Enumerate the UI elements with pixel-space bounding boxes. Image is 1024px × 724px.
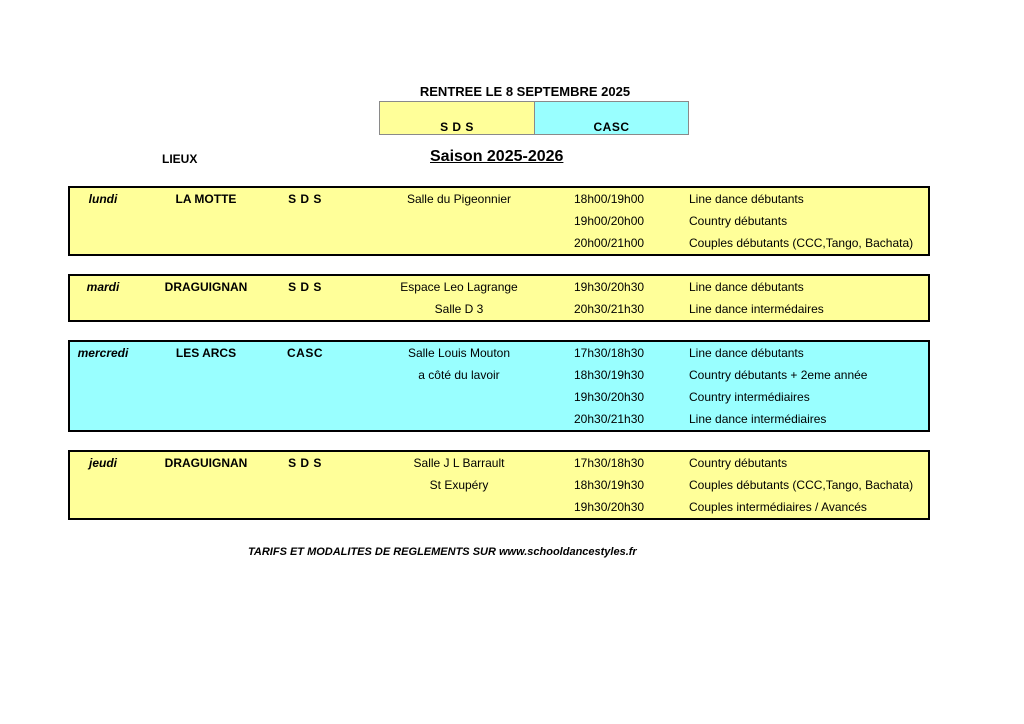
time-slot: 20h00/21h00: [574, 236, 645, 250]
course-name: Line dance débutants: [689, 192, 804, 206]
organization-legend: [379, 101, 689, 135]
legend-sds: S D S: [380, 102, 534, 134]
course-name: Couples débutants (CCC,Tango, Bachata): [689, 236, 914, 250]
lieux-label: LIEUX: [162, 152, 198, 166]
time-slot: 20h30/21h30: [574, 412, 645, 426]
course-name: Country débutants + 2eme année: [689, 368, 868, 382]
city-label: DRAGUIGNAN: [164, 456, 248, 470]
city-label: DRAGUIGNAN: [164, 280, 248, 294]
day-label: lundi: [88, 192, 118, 206]
place-label: St Exupéry: [429, 478, 489, 492]
course-name: Line dance débutants: [689, 280, 804, 294]
city-label: LES ARCS: [175, 346, 237, 360]
day-label: jeudi: [88, 456, 117, 470]
schedule-row: [70, 342, 928, 364]
course-name: Country intermédiaires: [689, 390, 810, 404]
place-label: Salle du Pigeonnier: [406, 192, 512, 206]
place-label: Salle D 3: [434, 302, 484, 316]
time-slot: 19h00/20h00: [574, 214, 645, 228]
time-slot: 18h30/19h30: [574, 368, 645, 382]
time-slot: 19h30/20h30: [574, 390, 645, 404]
org-label: S D S: [288, 280, 322, 294]
schedule-row: [70, 496, 928, 518]
schedule-row: [70, 276, 928, 298]
time-slot: 18h00/19h00: [574, 192, 645, 206]
schedule-row: [70, 386, 928, 408]
legend-casc: CASC: [534, 102, 688, 134]
schedule-row: [70, 364, 928, 386]
course-name: Country débutants: [689, 456, 788, 470]
schedule-row: [70, 452, 928, 474]
time-slot: 20h30/21h30: [574, 302, 645, 316]
rentree-heading: RENTREE LE 8 SEPTEMBRE 2025: [419, 84, 631, 99]
place-label: Salle J L Barrault: [413, 456, 505, 470]
org-label: CASC: [286, 346, 323, 360]
course-name: Couples intermédiaires / Avancés: [689, 500, 867, 514]
course-name: Line dance intermédiaires: [689, 412, 827, 426]
schedule-row: [70, 232, 928, 254]
day-label: mardi: [86, 280, 120, 294]
time-slot: 19h30/20h30: [574, 280, 645, 294]
course-name: Line dance débutants: [689, 346, 804, 360]
schedule-row: [70, 210, 928, 232]
schedule-block: [68, 186, 930, 256]
place-label: Espace Leo Lagrange: [400, 280, 518, 294]
org-label: S D S: [288, 456, 322, 470]
time-slot: 17h30/18h30: [574, 456, 645, 470]
city-label: LA MOTTE: [175, 192, 237, 206]
footer-note: TARIFS ET MODALITES DE REGLEMENTS SUR www.schooldancestyles.fr: [248, 546, 637, 558]
course-name: Couples débutants (CCC,Tango, Bachata): [689, 478, 914, 492]
schedule-row: [70, 298, 928, 320]
time-slot: 17h30/18h30: [574, 346, 645, 360]
time-slot: 19h30/20h30: [574, 500, 645, 514]
course-name: Line dance intermédaires: [689, 302, 824, 316]
day-label: mercredi: [77, 346, 129, 360]
schedule-block: [68, 274, 930, 322]
time-slot: 18h30/19h30: [574, 478, 645, 492]
schedule-block: [68, 450, 930, 520]
schedule-row: [70, 408, 928, 430]
schedule-block: [68, 340, 930, 432]
schedule-row: [70, 474, 928, 496]
place-label: a côté du lavoir: [418, 368, 500, 382]
season-title: Saison 2025-2026: [430, 148, 564, 165]
schedule-row: [70, 188, 928, 210]
course-name: Country débutants: [689, 214, 788, 228]
org-label: S D S: [288, 192, 322, 206]
place-label: Salle Louis Mouton: [407, 346, 511, 360]
